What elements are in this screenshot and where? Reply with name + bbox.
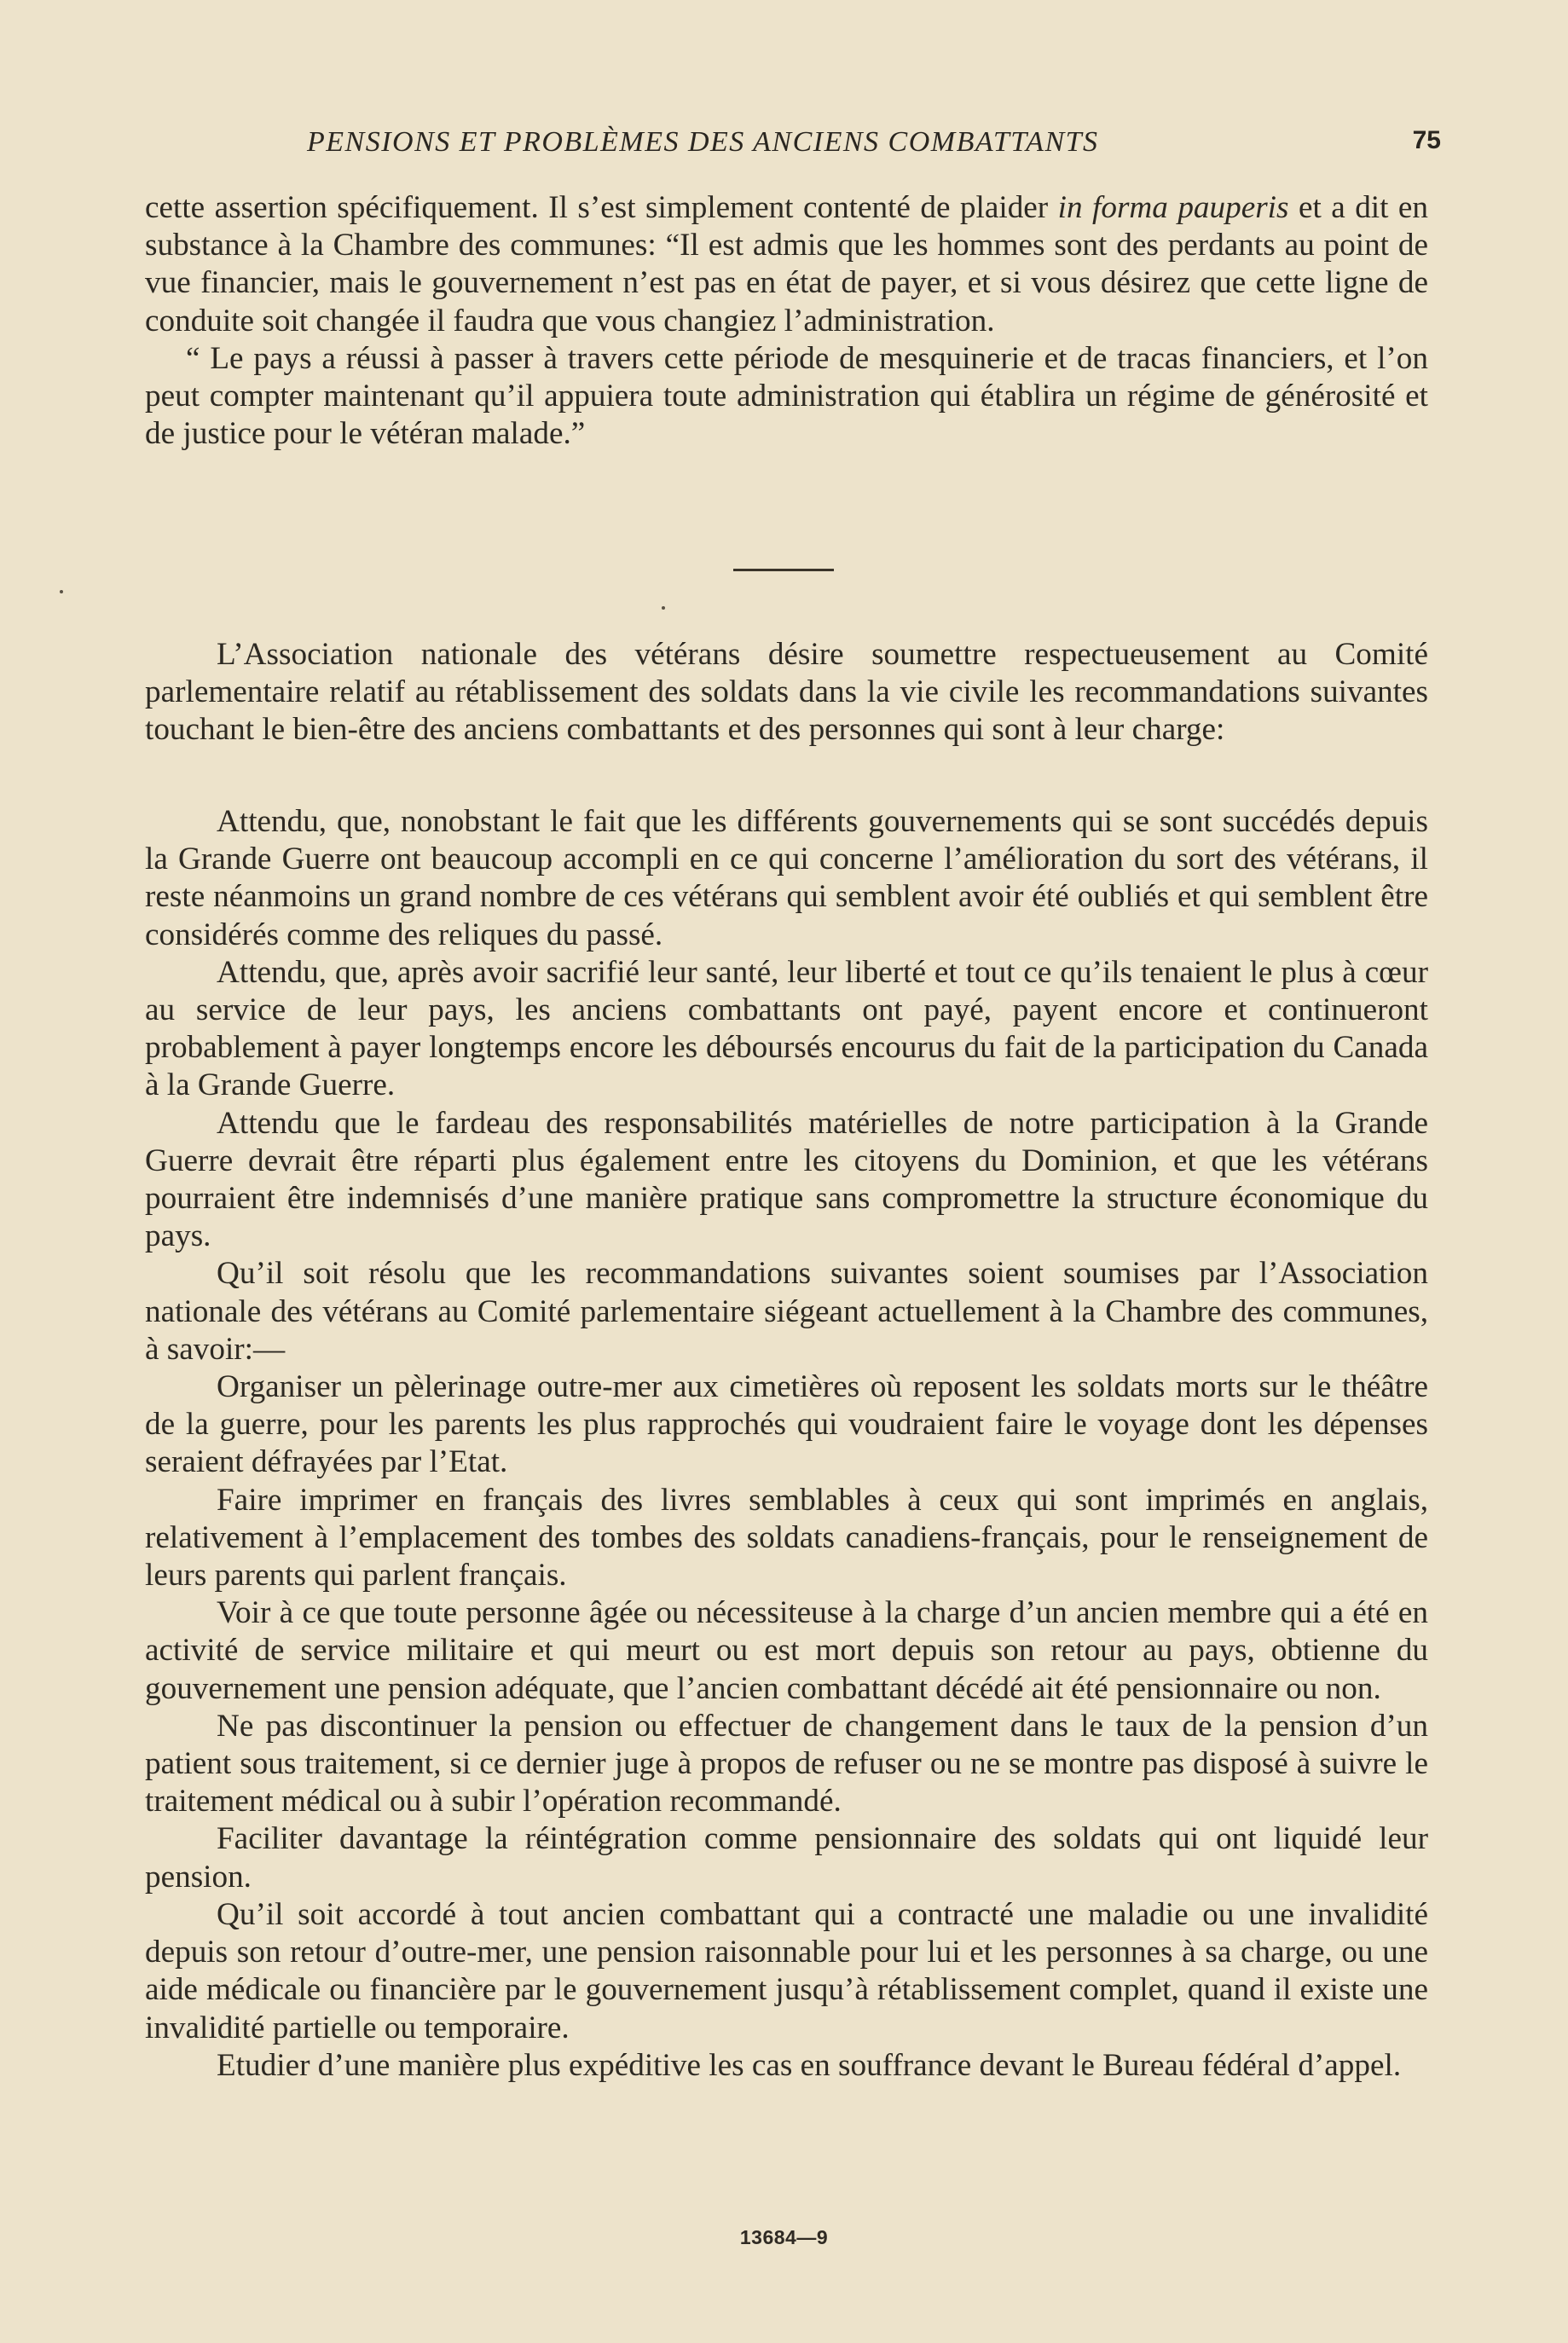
opening-quote-block: [145, 189, 1428, 453]
speck: [60, 590, 63, 593]
paragraph: Qu’il soit accordé à tout ancien combattant qui a contracté une maladie ou une invalidité depuis son retour d’outre-mer, une pension raisonnable pour lui et les personnes à sa charge, ou une aide médicale ou financière par le gouvernement jusqu’à rétablissement complet, quand il existe une invalidité partielle ou temporaire.: [145, 1896, 1428, 2045]
paragraph: Attendu que le fardeau des responsabilités matérielles de notre participation à la Grande Guerre devrait être réparti plus également entre les citoyens du Dominion, et que les vétérans pourraient être indemnisés d’une manière pratique sans compromettre la structure économique du pays.: [145, 1105, 1428, 1254]
paragraph: Qu’il soit résolu que les recommandations suivantes soient soumises par l’Association nationale des vétérans au Comité parlementaire siégeant actuellement à la Chambre des communes, à savoir:—: [145, 1256, 1428, 1367]
text-run: cette assertion spécifiquement. Il s’est simplement contenté de plaider: [145, 190, 1058, 225]
paragraph: [145, 189, 1428, 340]
intro-paragraph: L’Association nationale des vétérans désire soumettre respectueusement au Comité parlementaire relatif au rétablissement des soldats dans la vie civile les recommandations suivantes touchant le bien-être des anciens combattants et des personnes qui sont à leur charge:: [145, 637, 1428, 748]
paragraph: Faire imprimer en français des livres semblables à ceux qui sont imprimés en anglais, relativement à l’emplacement des tombes des soldats canadiens-français, pour le renseignement de leurs parents qui parlent français.: [145, 1482, 1428, 1594]
running-title: PENSIONS ET PROBLÈMES DES ANCIENS COMBATTANTS: [307, 126, 1099, 158]
running-header: [145, 126, 1441, 167]
footer-signature: 13684—9: [739, 2226, 829, 2248]
speck: [662, 606, 665, 610]
paragraph: Voir à ce que toute personne âgée ou nécessiteuse à la charge d’un ancien membre qui a été en activité de service militaire et qui meurt ou est mort depuis son retour au pays, obtienne du gouvernement une pension adéquate, que l’ancien combattant décédé ait été pensionnaire ou non.: [145, 1595, 1428, 1706]
intro-block: [145, 636, 1428, 749]
paragraph: Ne pas discontinuer la pension ou effectuer de changement dans le taux de la pension d’un patient sous traitement, si ce dernier juge à propos de refuser ou ne se montre pas disposé à suivre le traitement médical ou à subir l’opération recommandé.: [145, 1708, 1428, 1819]
text-run: et a dit en substance à la Chambre des communes: “Il est admis que les hommes sont des perdants au point de vue financier, mais le gouvernement n’est pas en état de payer, et si vous désirez que cette ligne de conduite soit changée il faudra que vous changiez l’administration.: [145, 190, 1429, 338]
paragraph: Organiser un pèlerinage outre-mer aux cimetières où reposent les soldats morts sur le théâtre de la guerre, pour les parents les plus rapprochés qui voudraient faire le voyage dont les dépenses seraient défrayées par l’Etat.: [145, 1369, 1428, 1480]
paragraph: Etudier d’une manière plus expéditive les cas en souffrance devant le Bureau fédéral d’appel.: [217, 2047, 1402, 2083]
section-divider: [733, 569, 834, 571]
page-number: 75: [1412, 126, 1441, 154]
recommendations-block: [145, 803, 1428, 2085]
latin-phrase: in forma pauperis: [1057, 190, 1289, 225]
paragraph: Attendu, que, nonobstant le fait que les différents gouvernements qui se sont succédés depuis la Grande Guerre ont beaucoup accompli en ce qui concerne l’amélioration du sort des vétérans, il reste néanmoins un grand nombre de ces vétérans qui semblent avoir été oubliés et qui semblent être considérés comme des reliques du passé.: [145, 804, 1428, 952]
paragraph: Attendu, que, après avoir sacrifié leur santé, leur liberté et tout ce qu’ils tenaient le plus à cœur au service de leur pays, les anciens combattants ont payé, payent encore et continueront probablement à payer longtemps encore les déboursés encourus du fait de la participation du Canada à la Grande Guerre.: [145, 954, 1428, 1103]
paragraph: “ Le pays a réussi à passer à travers cette période de mesquinerie et de tracas financiers, et l’on peut compter maintenant qu’il appuiera toute administration qui établira un régime de générosité et de justice pour le vétéran malade.”: [145, 340, 1428, 452]
paragraph: Faciliter davantage la réintégration comme pensionnaire des soldats qui ont liquidé leur pension.: [145, 1821, 1428, 1895]
